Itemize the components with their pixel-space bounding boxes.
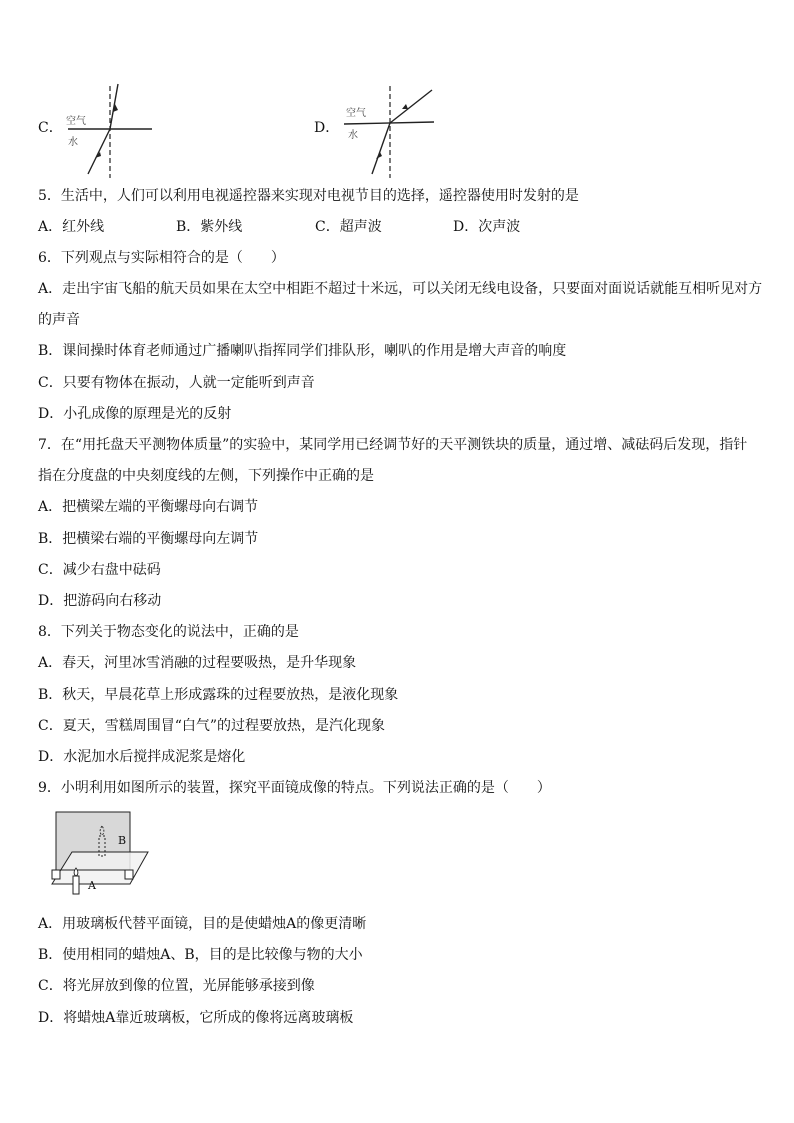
c-water-label: 水 [68,137,78,148]
q6-option-c: C．只要有物体在振动，人就一定能听到声音 [38,375,315,391]
c-air-label: 空气 [66,116,86,127]
q7-stem-line1: 7．在“用托盘天平测物体质量”的实验中，某同学用已经调节好的天平测铁块的质量，通过增、减砝码后发现，指针 [38,437,748,453]
q5-option-b: B．紫外线 [176,219,243,235]
q9-option-b: B．使用相同的蜡烛A、B，目的是比较像与物的大小 [38,947,363,963]
candle-b-label: B [118,834,127,847]
q8-option-d: D．水泥加水后搅拌成泥浆是熔化 [38,749,246,765]
q7-option-b: B．把横梁右端的平衡螺母向左调节 [38,531,259,547]
q8-option-a: A．春天，河里冰雪消融的过程要吸热，是升华现象 [38,655,357,671]
q8-option-c: C．夏天，雪糕周围冒“白气”的过程要放热，是汽化现象 [38,718,386,734]
q7-option-a: A．把横梁左端的平衡螺母向右调节 [38,499,259,515]
q5-stem: 5．生活中，人们可以利用电视遥控器来实现对电视节目的选择，遥控器使用时发射的是 [38,188,579,204]
q6-stem: 6．下列观点与实际相符合的是（ ） [38,250,285,266]
q6-option-d: D．小孔成像的原理是光的反射 [38,406,232,422]
q4-option-d-label: D． [314,120,340,136]
q6-option-b: B．课间操时体育老师通过广播喇叭指挥同学们排队形，喇叭的作用是增大声音的响度 [38,343,567,359]
candle-a-label: A [88,879,96,892]
refraction-diagram-c [60,82,160,182]
q7-stem-line2: 指在分度盘的中央刻度线的左侧，下列操作中正确的是 [38,468,374,484]
d-air-label: 空气 [346,108,366,119]
q9-option-c: C．将光屏放到像的位置，光屏能够承接到像 [38,978,315,994]
q4-option-c-label: C． [38,120,63,136]
d-water-label: 水 [348,130,358,141]
plane-mirror-apparatus-figure [46,808,156,898]
q8-option-b: B．秋天，早晨花草上形成露珠的过程要放热，是液化现象 [38,687,399,703]
q9-stem: 9．小明利用如图所示的装置，探究平面镜成像的特点。下列说法正确的是（ ） [38,780,551,796]
q7-option-c: C．减少右盘中砝码 [38,562,161,578]
q8-stem: 8．下列关于物态变化的说法中，正确的是 [38,624,299,640]
q5-option-c: C．超声波 [315,219,382,235]
q7-option-d: D．把游码向右移动 [38,593,162,609]
q9-option-a: A．用玻璃板代替平面镜，目的是使蜡烛A的像更清晰 [38,916,367,932]
q9-option-d: D．将蜡烛A靠近玻璃板，它所成的像将远离玻璃板 [38,1010,354,1026]
q5-option-d: D．次声波 [453,219,521,235]
q5-option-a: A．红外线 [38,219,105,235]
q6-option-a-line1: A．走出宇宙飞船的航天员如果在太空中相距不超过十米远，可以关闭无线电设备，只要面对面说话就能互相听见对方 [38,281,763,297]
q6-option-a-line2: 的声音 [38,312,80,328]
